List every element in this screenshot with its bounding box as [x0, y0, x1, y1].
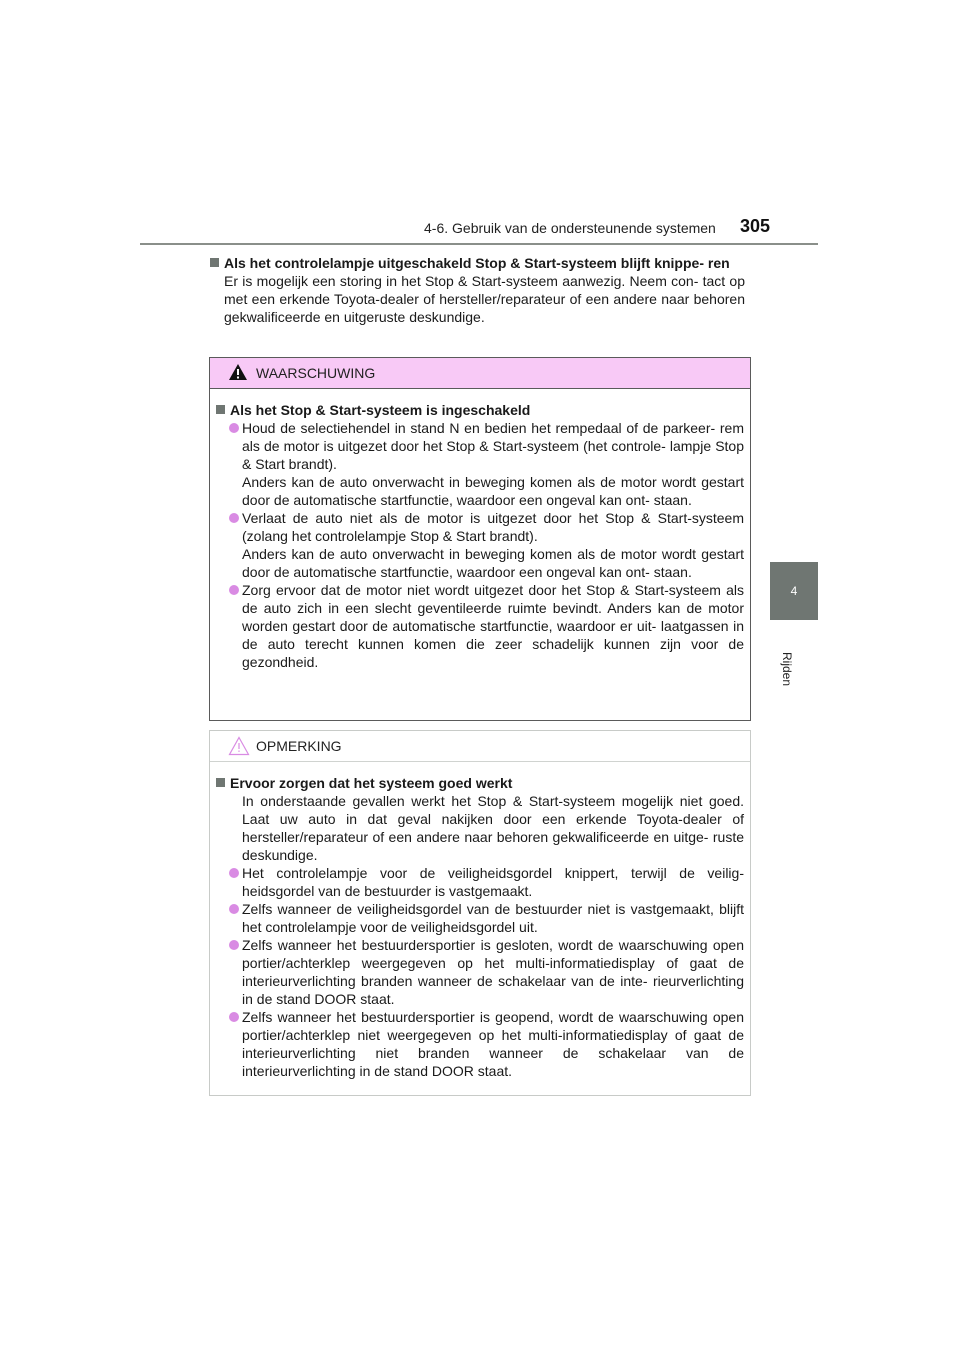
caution-triangle-icon	[228, 736, 250, 756]
note-header	[210, 731, 750, 762]
bullet-dot-icon	[229, 423, 239, 433]
note-body	[210, 762, 750, 1080]
note-bullet: Het controlelampje voor de veiligheidsgordel knippert, terwijl de veilig- heidsgordel van de bestuurder is vastgemaakt.	[216, 864, 744, 900]
warning-label: WAARSCHUWING	[256, 365, 376, 381]
bullet-dot-icon	[229, 940, 239, 950]
square-bullet-icon	[216, 778, 225, 787]
bullet-dot-icon	[229, 904, 239, 914]
chapter-tab-label: Rijden	[780, 652, 794, 687]
warning-body	[210, 389, 750, 671]
warning-bullet: Verlaat de auto niet als de motor is uitgezet door het Stop & Start-systeem (zolang het controlelampje Stop & Start brandt). Anders kan de auto onverwacht in beweging komen als de motor wordt gestart door de automatische startfunctie, waardoor een ongeval kan ont- staan.	[216, 509, 744, 581]
warning-bullet: Zorg ervoor dat de motor niet wordt uitgezet door het Stop & Start-systeem als de auto zich in een slecht geventileerde ruimte bevindt. Anders kan de motor worden gestart door de automatische startfunctie, waardoor er uit- laatgassen in de auto terecht kunnen komen die zeer schadelijk kunnen zijn voor de gezondheid.	[216, 581, 744, 671]
bullet-dot-icon	[229, 1012, 239, 1022]
bullet-dot-icon	[229, 513, 239, 523]
chapter-tab-number: 4	[790, 584, 798, 598]
note-label: OPMERKING	[256, 738, 342, 754]
warning-title: Als het Stop & Start-systeem is ingeschakeld	[216, 401, 744, 419]
chapter-tab[interactable]	[770, 562, 818, 620]
bullet-dot-icon	[229, 868, 239, 878]
warning-bullet: Houd de selectiehendel in stand N en bedien het rempedaal of de parkeer- rem als de motor is uitgezet door het Stop & Start-systeem (het controle- lampje Stop & Start brandt). Anders kan de auto onverwacht in beweging komen als de motor wordt gestart door de automatische startfunctie, waardoor een ongeval kan ont- staan.	[216, 419, 744, 509]
section-heading: Als het controlelampje uitgeschakeld Stop & Start-systeem blijft knippe- ren	[210, 254, 745, 272]
square-bullet-icon	[210, 258, 219, 267]
warning-header	[210, 358, 750, 389]
intro-section	[210, 254, 745, 326]
section-body: Er is mogelijk een storing in het Stop & Start-systeem aanwezig. Neem con- tact op met een erkende Toyota-dealer of hersteller/reparateur of een andere naar behoren gekwalificeerde en uitgeruste deskundige.	[224, 273, 745, 325]
note-box	[209, 730, 751, 1096]
page-number: 305	[740, 216, 771, 236]
note-bullet: Zelfs wanneer het bestuurdersportier is geopend, wordt de waarschuwing open portier/achterklep niet weergegeven op het multi-informatiedisplay of gaat de interieurverlichting niet branden wanneer de schakelaar van de interieurverlichting in de stand DOOR staat.	[216, 1008, 744, 1080]
bullet-dot-icon	[229, 585, 239, 595]
header-section-title: 4-6. Gebruik van de ondersteunende systemen	[424, 220, 716, 236]
warning-box	[209, 357, 751, 721]
note-title: Ervoor zorgen dat het systeem goed werkt	[216, 774, 744, 792]
note-bullet: Zelfs wanneer het bestuurdersportier is gesloten, wordt de waarschuwing open portier/achterklep weergegeven op het multi-informatiedisplay of gaat de interieurverlichting branden wanneer de schakelaar van de inte- rieurverlichting in de stand DOOR staat.	[216, 936, 744, 1008]
warning-triangle-icon	[228, 363, 248, 381]
square-bullet-icon	[216, 405, 225, 414]
header-divider	[140, 243, 818, 245]
note-intro: In onderstaande gevallen werkt het Stop & Start-systeem mogelijk niet goed. Laat uw auto in dat geval nakijken door een erkende Toyota-dealer of hersteller/reparateur of een andere naar behoren gekwalificeerde en uitge- ruste deskundige.	[242, 793, 744, 863]
note-bullet: Zelfs wanneer de veiligheidsgordel van de bestuurder niet is vastgemaakt, blijft het controlelampje voor de veiligheidsgordel uit.	[216, 900, 744, 936]
